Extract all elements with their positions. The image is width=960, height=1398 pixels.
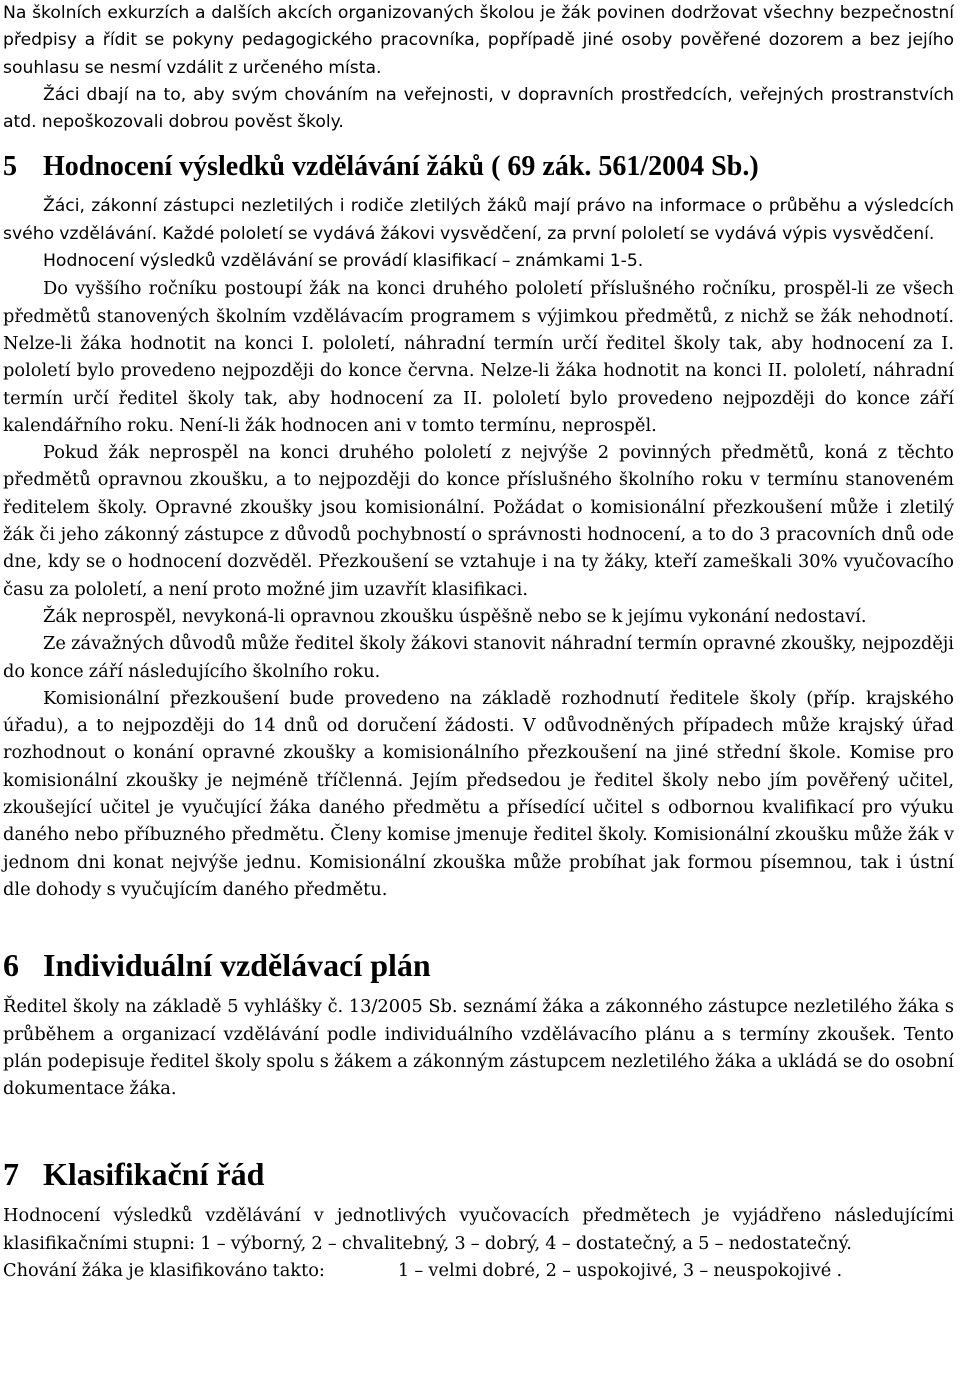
paragraph-behaviour-grades: [3, 1257, 954, 1284]
section-title: Individuální vzdělávací plán: [43, 947, 431, 984]
section-title: Klasifikační řád: [43, 1156, 265, 1193]
paragraph-alternative-date: Ze závažných důvodů může ředitel školy žákovi stanovit náhradní termín opravné zkoušky, nejpozději do konce září následujícího školního roku.: [3, 633, 954, 682]
paragraph-failed: Žák neprospěl, nevykoná-li opravnou zkoušku úspěšně nebo se k jejímu vykonání nedostaví.: [43, 605, 867, 627]
paragraph-grading-levels: Hodnocení výsledků vzdělávání v jednotlivých vyučovacích předmětech je vyjádřeno následujícími klasifikačními stupni: 1 – výborný, 2 – chvalitebný, 3 – dobrý, 4 – dostatečný, a 5 – nedostatečný.: [3, 1205, 954, 1254]
paragraph-field-trip-safety: Na školních exkurzích a dalších akcích organizovaných školou je žák povinen dodržovat všechny bezpečnostní předpisy a řídit se pokyny pedagogického pracovníka, popřípadě jiné osoby pověřené dozorem a bez jejího souhlasu se nesmí vzdálit z určeného místa.: [3, 3, 954, 78]
paragraph-retake-exam: Pokud žák neprospěl na konci druhého pololetí z nejvýše 2 povinných předmětů, koná z těchto předmětů opravnou zkoušku, a to nejpozději do konce příslušného školního roku v termínu stanoveném ředitelem školy. Opravné zkoušky jsou komisionální. Požádat o komisionální přezkoušení může i zletilý žák či jeho zákonný zástupce z důvodů pochybností o správnosti hodnocení, a to do 3 pracovních dnů ode dne, kdy se o hodnocení dozvěděl. Přezkoušení se vztahuje i na ty žáky, kteří zameškali 30% vyučovacího času za pololetí, a není proto možné jim uzavřít klasifikaci.: [3, 442, 954, 600]
section-heading-5: [3, 150, 954, 184]
paragraph-grading-scale: Hodnocení výsledků vzdělávání se provádí klasifikací – známkami 1-5.: [43, 251, 644, 272]
section-number: 7: [3, 1156, 19, 1193]
section-title: Hodnocení výsledků vzdělávání žáků ( 69 zák. 561/2004 Sb.): [43, 151, 759, 183]
paragraph-individual-plan: Ředitel školy na základě 5 vyhlášky č. 13/2005 Sb. seznámí žáka a zákonného zástupce nezletilého žáka s průběhem a organizací vzdělávání podle individuálního vzdělávacího plánu a s termíny zkoušek. Tento plán podepisuje ředitel školy spolu s žákem a zákonným zástupcem nezletilého žáka a ukládá se do osobní dokumentace žáka.: [3, 996, 954, 1100]
section-heading-7: [3, 1154, 954, 1194]
paragraph-commission-exam: Komisionální přezkoušení bude provedeno na základě rozhodnutí ředitele školy (příp. krajského úřadu), a to nejpozději do 14 dnů od doručení žádosti. V odůvodněných případech může krajský úřad rozhodnout o konání opravné zkoušky a komisionálního přezkoušení na jiné střední škole. Komise pro komisionální zkoušky je nejméně tříčlenná. Jejím předsedou je ředitel školy nebo jím pověřený učitel, zkoušející učitel je vyučující žáka daného předmětu a přísedící učitel s odbornou kvalifikací pro výuku daného nebo příbuzného předmětu. Členy komise jmenuje ředitel školy. Komisionální zkoušku může žák v jednom dni konat nejvýše jednu. Komisionální zkouška může probíhat jak formou písemnou, tak i ústní dle dohody s vyučujícím daného předmětu.: [3, 687, 954, 900]
section-heading-6: [3, 945, 954, 985]
behaviour-label: Chování žáka je klasifikováno takto:: [3, 1259, 325, 1281]
paragraph-advancement: Do vyššího ročníku postoupí žák na konci druhého pololetí příslušného ročníku, prospěl-li ze všech předmětů stanovených školním vzdělávacím programem s výjimkou předmětů, z nichž se žák nehodnotí. Nelze-li žáka hodnotit na konci I. pololetí, náhradní termín určí ředitel školy tak, aby hodnocení za I. pololetí bylo provedeno nejpozději do konce června. Nelze-li žáka hodnotit na konci II. pololetí, náhradní termín určí ředitel školy tak, aby hodnocení za II. pololetí bylo provedeno nejpozději do konce září kalendářního roku. Není-li žák hodnocen ani v tomto termínu, neprospěl.: [3, 278, 954, 436]
behaviour-grades: 1 – velmi dobré, 2 – uspokojivé, 3 – neuspokojivé .: [397, 1259, 843, 1281]
section-number: 5: [3, 151, 17, 183]
section-number: 6: [3, 947, 19, 984]
paragraph-right-to-information: Žáci, zákonní zástupci nezletilých i rodiče zletilých žáků mají právo na informace o průběhu a výsledcích svého vzdělávání. Každé pololetí se vydává žákovi vysvědčení, za první pololetí se vydává výpis vysvědčení.: [3, 196, 954, 244]
paragraph-school-reputation: Žáci dbají na to, aby svým chováním na veřejnosti, v dopravních prostředcích, veřejných prostranstvích atd. nepoškozovali dobrou pověst školy.: [3, 84, 954, 133]
